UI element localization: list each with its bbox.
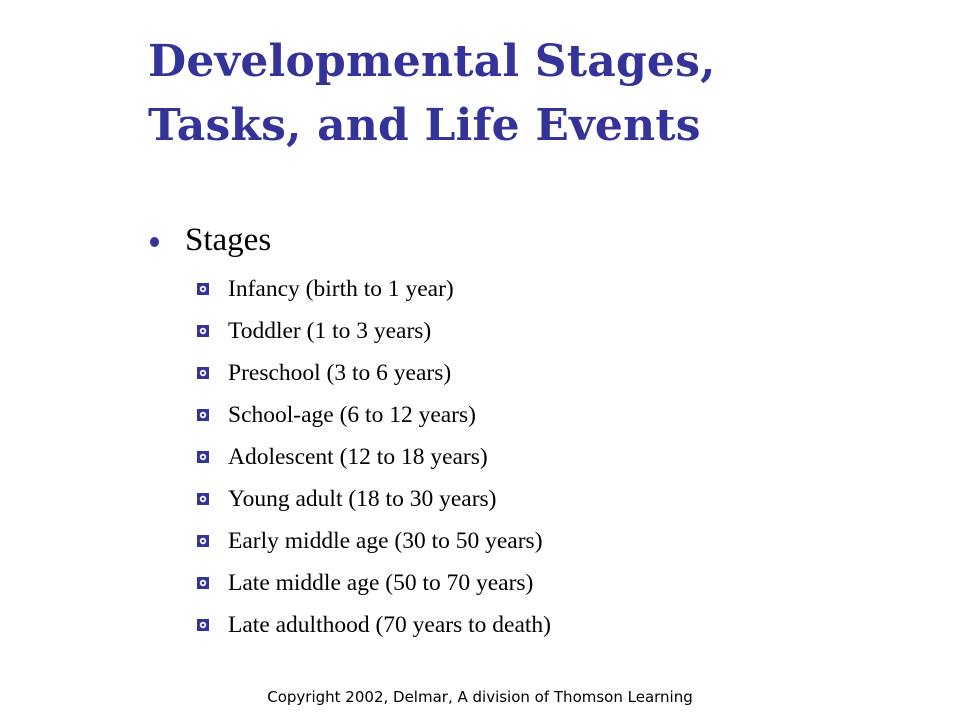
stage-item <box>196 352 551 394</box>
square-target-bullet-icon <box>196 408 210 422</box>
square-target-bullet-icon <box>196 324 210 338</box>
stage-label: Toddler (1 to 3 years) <box>228 317 432 344</box>
stage-item <box>196 436 551 478</box>
square-target-bullet-icon <box>196 492 210 506</box>
stage-label: Early middle age (30 to 50 years) <box>228 527 543 554</box>
stage-label: Young adult (18 to 30 years) <box>228 485 497 512</box>
square-target-bullet-icon <box>196 534 210 548</box>
square-target-bullet-icon <box>196 618 210 632</box>
stages-list <box>196 268 551 646</box>
stage-item <box>196 478 551 520</box>
square-target-bullet-icon <box>196 282 210 296</box>
stage-label: Late middle age (50 to 70 years) <box>228 569 534 596</box>
square-target-bullet-icon <box>196 366 210 380</box>
stage-item <box>196 394 551 436</box>
slide-title <box>148 30 938 158</box>
stages-heading: Stages <box>185 221 272 258</box>
stage-label: Late adulthood (70 years to death) <box>228 611 552 638</box>
stage-item <box>196 268 551 310</box>
square-target-bullet-icon <box>196 576 210 590</box>
stages-heading-item <box>150 218 271 262</box>
stage-item <box>196 520 551 562</box>
stage-item <box>196 604 551 646</box>
slide-title-line-2: Tasks, and Life Events <box>148 100 701 151</box>
stage-label: Infancy (birth to 1 year) <box>228 275 454 302</box>
stage-label: Preschool (3 to 6 years) <box>228 359 452 386</box>
stage-item <box>196 562 551 604</box>
slide-title-line-1: Developmental Stages, <box>148 36 716 87</box>
square-target-bullet-icon <box>196 450 210 464</box>
copyright-footer: Copyright 2002, Delmar, A division of Thomson Learning <box>267 688 693 706</box>
stage-label: School-age (6 to 12 years) <box>228 401 476 428</box>
stage-item <box>196 310 551 352</box>
round-bullet-icon <box>150 237 159 247</box>
stage-label: Adolescent (12 to 18 years) <box>228 443 488 470</box>
